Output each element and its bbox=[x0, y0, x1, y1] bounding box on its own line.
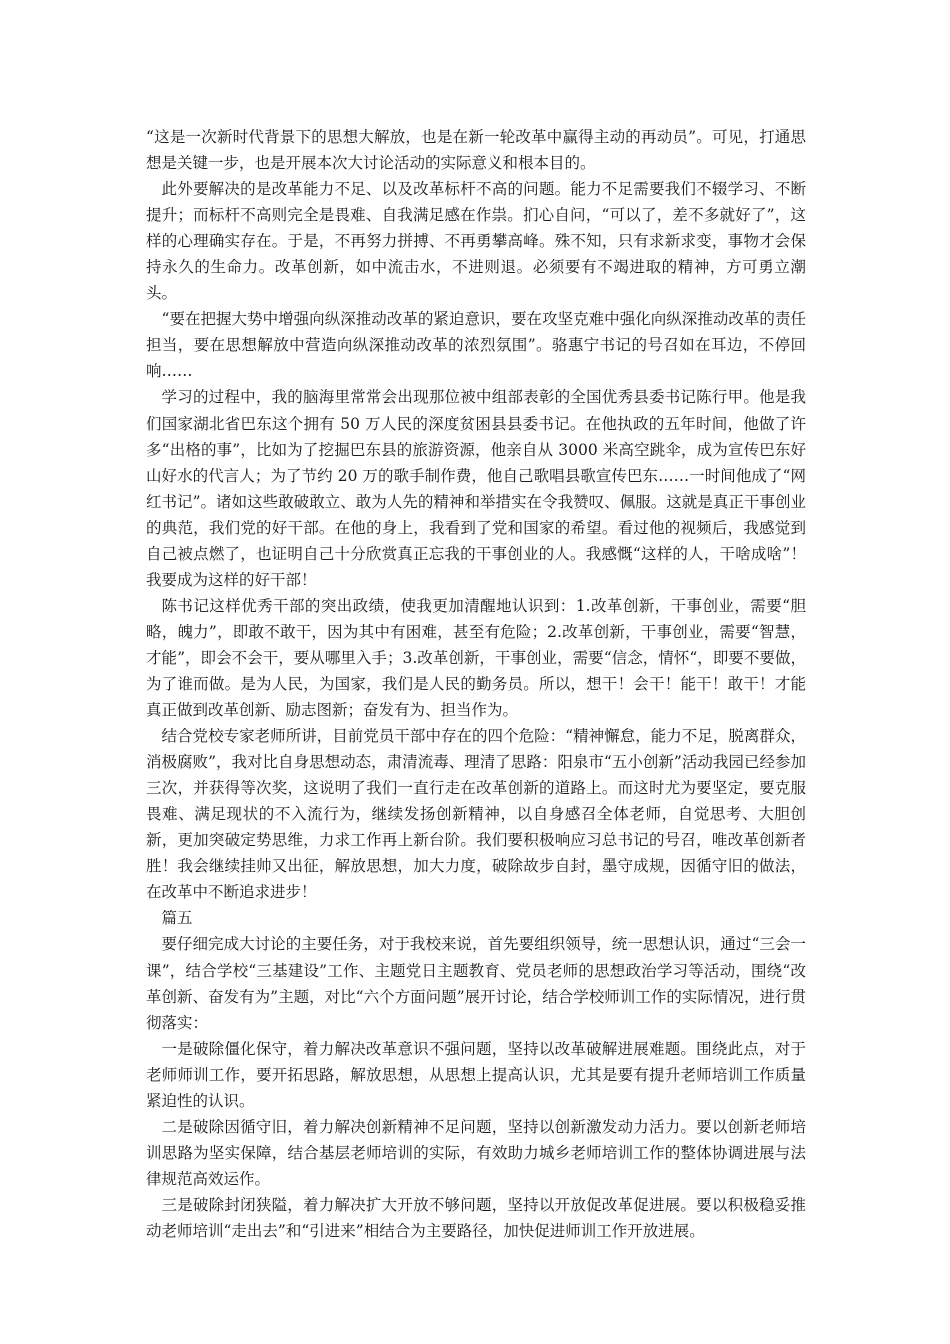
paragraph-2: 此外要解决的是改革能力不足、以及改革标杆不高的问题。能力不足需要我们不辍学习、不断提升；而标杆不高则完全是畏难、自我满足感在作祟。扪心自问，“可以了，差不多就好了”，这样的心理确实存在。于是，不再努力拼搏、不再勇攀高峰。殊不知，只有求新求变，事物才会保持永久的生命力。改革创新，如中流击水，不进则退。必须要有不竭进取的精神，方可勇立潮头。 bbox=[146, 180, 806, 303]
paragraph-3: “要在把握大势中增强向纵深推动改革的紧迫意识，要在攻坚克难中强化向纵深推动改革的责任担当，要在思想解放中营造向纵深推动改革的浓烈氛围”。骆惠宁书记的号召如在耳边，不停回响…… bbox=[146, 310, 806, 381]
paragraph-7: 要仔细完成大讨论的主要任务，对于我校来说，首先要组织领导，统一思想认识，通过“三会一课”，结合学校“三基建设”工作、主题党日主题教育、党员老师的思想政治学习等活动，围绕“改革创新、奋发有为”主题，对比“六个方面问题”展开讨论，结合学校师训工作的实际情况，进行贯彻落实： bbox=[146, 935, 806, 1032]
section-heading: 篇五 bbox=[161, 909, 193, 928]
document-body bbox=[146, 124, 806, 1244]
paragraph-1: “这是一次新时代背景下的思想大解放，也是在新一轮改革中赢得主动的再动员”。可见，打通思想是关键一步，也是开展本次大讨论活动的实际意义和根本目的。 bbox=[146, 128, 806, 173]
paragraph-6: 结合党校专家老师所讲，目前党员干部中存在的四个危险：“精神懈怠，能力不足，脱离群众，消极腐败”，我对比自身思想动态，肃清流毒、理清了思路：阳泉市“五小创新”活动我园已经参加三次，并获得等次奖，这说明了我们一直行走在改革创新的道路上。而这时尤为要坚定，要克服畏难、满足现状的不入流行为，继续发扬创新精神，以自身感召全体老师，自觉思考、大胆创新，更加突破定势思维，力求工作再上新台阶。我们要积极响应习总书记的号召，唯改革创新者胜！我会继续挂帅又出征，解放思想，加大力度，破除故步自封，墨守成规，因循守旧的做法，在改革中不断追求进步！ bbox=[146, 727, 806, 902]
paragraph-4: 学习的过程中，我的脑海里常常会出现那位被中组部表彰的全国优秀县委书记陈行甲。他是我们国家湖北省巴东这个拥有 50 万人民的深度贫困县县委书记。在他执政的五年时间，他做了许多“出格的事”，比如为了挖掘巴东县的旅游资源，他亲自从 3000 米高空跳伞，成为宣传巴东好山好水的代言人；为了节约 20 万的歌手制作费，他自己歌唱县歌宣传巴东……一时间他成了“网红书记”。诸如这些敢破敢立、敢为人先的精神和举措实在令我赞叹、佩服。这就是真正干事创业的典范，我们党的好干部。在他的身上，我看到了党和国家的希望。看过他的视频后，我感觉到自己被点燃了，也证明自己十分欣赏真正忘我的干事创业的人。我感慨“这样的人，干啥成啥”！我要成为这样的好干部！ bbox=[146, 388, 806, 589]
paragraph-5: 陈书记这样优秀干部的突出政绩，使我更加清醒地认识到：1.改革创新，干事创业，需要“胆略，魄力”，即敢不敢干，因为其中有困难，甚至有危险；2.改革创新，干事创业，需要“智慧，才能”，即会不会干，要从哪里入手；3.改革创新，干事创业，需要“信念，情怀“，即要不要做，为了谁而做。是为人民，为国家，我们是人民的勤务员。所以，想干！会干！能干！敢干！才能真正做到改革创新、励志图新；奋发有为、担当作为。 bbox=[146, 596, 806, 720]
paragraph-9: 二是破除因循守旧，着力解决创新精神不足问题，坚持以创新激发动力活力。要以创新老师培训思路为坚实保障，结合基层老师培训的实际，有效助力城乡老师培训工作的整体协调进展与法律规范高效运作。 bbox=[146, 1117, 806, 1188]
paragraph-10: 三是破除封闭狭隘，着力解决扩大开放不够问题，坚持以开放促改革促进展。要以积极稳妥推动老师培训“走出去”和“引进来”相结合为主要路径，加快促进师训工作开放进展。 bbox=[146, 1195, 806, 1240]
paragraph-8: 一是破除僵化保守，着力解决改革意识不强问题，坚持以改革破解进展难题。围绕此点，对于老师师训工作，要开拓思路，解放思想，从思想上提高认识，尤其是要有提升老师培训工作质量紧迫性的认识。 bbox=[146, 1039, 806, 1110]
